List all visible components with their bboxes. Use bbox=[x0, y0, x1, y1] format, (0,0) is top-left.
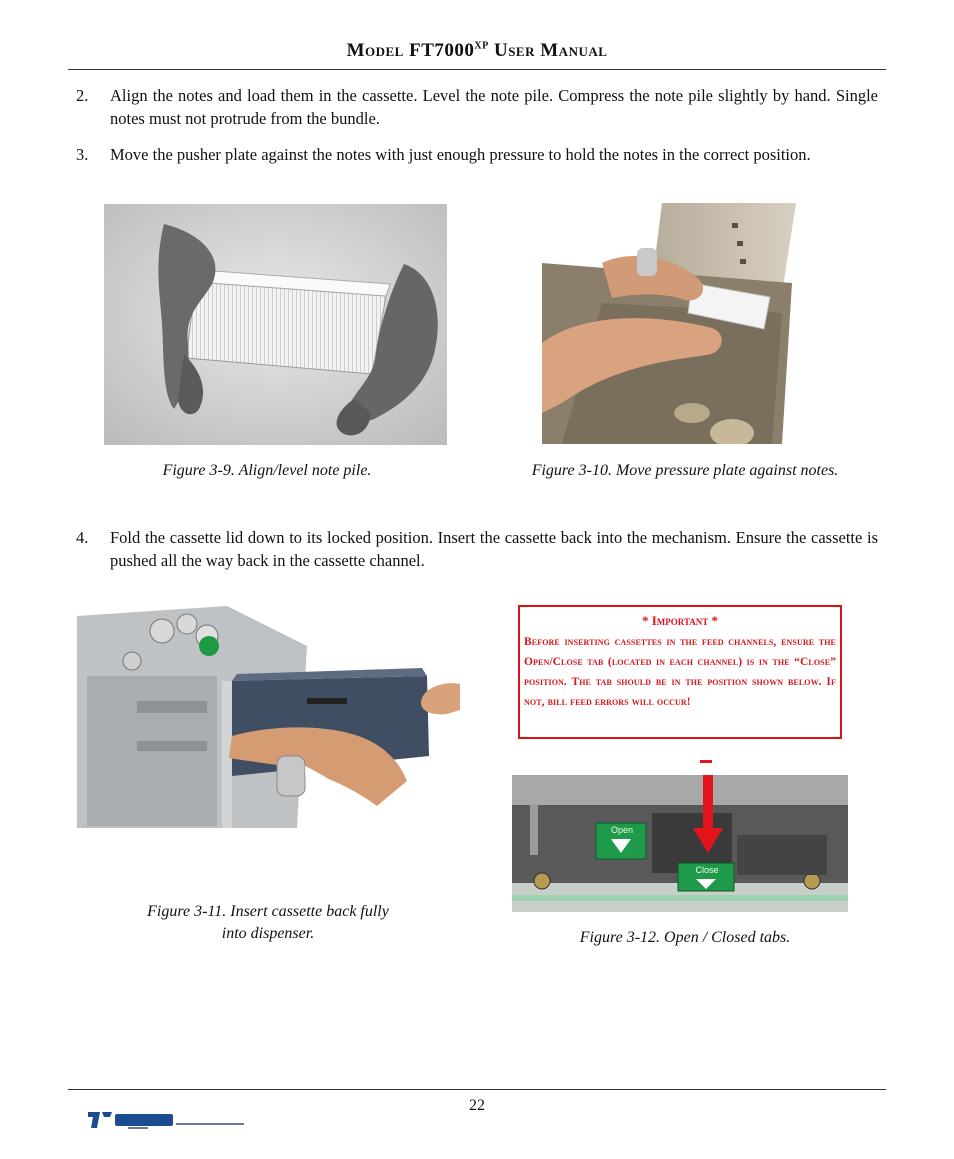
figure-3-10-photo bbox=[542, 203, 796, 444]
figure-3-12-caption: Figure 3-12. Open / Closed tabs. bbox=[579, 929, 791, 946]
figure-3-11-photo bbox=[77, 606, 460, 828]
figure-3-11-caption-line-1: Figure 3-11. Insert cassette back fully bbox=[147, 903, 389, 920]
header-title-model: Model FT7000 bbox=[346, 40, 475, 61]
figure-3-9-photo bbox=[104, 204, 447, 445]
figure-3-10-caption: Figure 3-10. Move pressure plate against notes. bbox=[531, 462, 839, 479]
figure-3-12-photo bbox=[512, 775, 848, 912]
close-tab-label: Close bbox=[695, 865, 719, 875]
figure-3-9-caption: Figure 3-9. Align/level note pile. bbox=[162, 462, 372, 479]
step-text: Fold the cassette lid down to its locked position. Insert the cassette back into the mechanism. Ensure the cassette is pushed all the way back in the cassette channel. bbox=[110, 528, 878, 570]
cassette-pusher-plate-illustration bbox=[542, 203, 796, 444]
step-4 bbox=[76, 526, 878, 572]
header-title-manual: User Manual bbox=[493, 40, 608, 61]
triton-logo-graphic bbox=[88, 1108, 258, 1130]
header-title-superscript: XP bbox=[474, 40, 489, 52]
step-number: 4. bbox=[76, 528, 89, 547]
step-2 bbox=[76, 84, 878, 130]
important-notice-body: Before inserting cassettes in the feed channels, ensure the Open/Close tab (located in each channel) is in the “Close” position. The tab should be in the position shown below. If not, bill feed errors will occur! bbox=[524, 636, 836, 708]
step-text: Align the notes and load them in the cassette. Level the note pile. Compress the note pile slightly by hand. Single notes must not protrude from the bundle. bbox=[110, 86, 878, 128]
figure-3-11-caption-line-2: into dispenser. bbox=[221, 925, 315, 942]
important-notice-title: * Important * bbox=[641, 613, 719, 628]
page-header-title bbox=[0, 40, 954, 62]
page-number: 22 bbox=[469, 1097, 485, 1114]
triton-logo bbox=[88, 1108, 258, 1130]
dispenser-cassette-insert-illustration bbox=[77, 606, 460, 828]
header-rule bbox=[68, 69, 886, 70]
hands-note-pile-illustration bbox=[104, 204, 447, 445]
red-marker-dash bbox=[700, 760, 712, 763]
open-tab-label: Open bbox=[610, 825, 634, 835]
step-text: Move the pusher plate against the notes with just enough pressure to hold the notes in the correct position. bbox=[110, 145, 811, 164]
figure-3-11-caption bbox=[100, 901, 436, 945]
important-notice-box bbox=[518, 605, 842, 739]
step-3 bbox=[76, 143, 878, 166]
footer-rule bbox=[68, 1089, 886, 1090]
step-number: 3. bbox=[76, 145, 89, 164]
open-close-tabs-illustration bbox=[512, 775, 848, 912]
step-number: 2. bbox=[76, 86, 89, 105]
